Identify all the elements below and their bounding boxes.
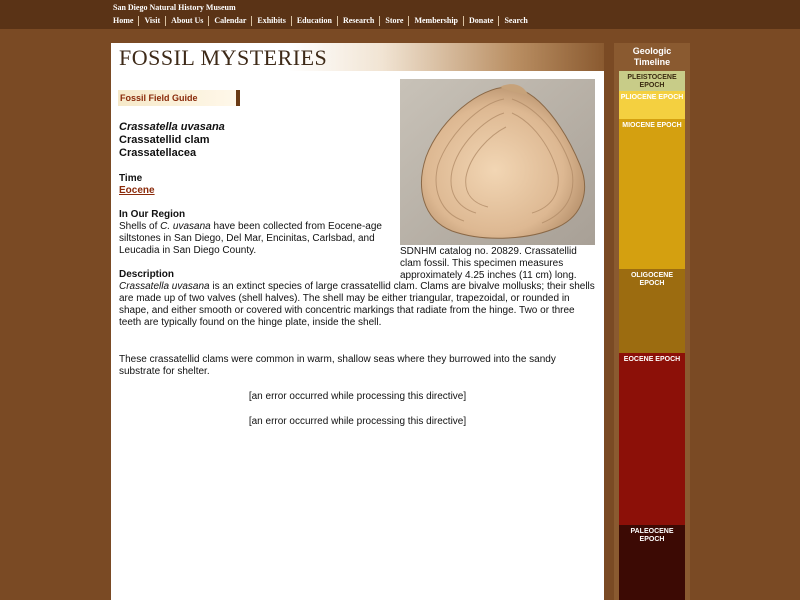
nav-calendar[interactable]: Calendar <box>208 16 251 26</box>
site-header <box>0 0 800 29</box>
fossil-clam-photo <box>400 79 595 245</box>
nav-research[interactable]: Research <box>337 16 379 26</box>
description-heading: Description <box>119 269 175 280</box>
nav-education[interactable]: Education <box>291 16 337 26</box>
epoch-eocene[interactable] <box>619 353 685 525</box>
epoch-label: PALEOCENE EPOCH <box>630 528 674 543</box>
time-heading: Time <box>119 173 143 184</box>
nav-store[interactable]: Store <box>379 16 408 26</box>
content-panel <box>111 43 604 600</box>
epoch-pliocene[interactable] <box>619 91 685 119</box>
nav-visit[interactable]: Visit <box>138 16 165 26</box>
nav-about-us[interactable]: About Us <box>165 16 208 26</box>
region-text-post: have been collected from Eocene-age siltstones in San Diego, Del Mar, Encinitas, Carlsbad, and Leucadia in San Diego County. <box>119 221 382 256</box>
main-nav <box>113 15 533 27</box>
region-species: C. uvasana <box>160 221 211 232</box>
clam-shell-image <box>400 79 595 245</box>
nav-home[interactable]: Home <box>113 16 134 25</box>
nav-donate[interactable]: Donate <box>463 16 498 26</box>
description-text <box>119 281 597 329</box>
common-name: Crassatellid clam <box>119 134 210 146</box>
epoch-pleistocene[interactable] <box>619 71 685 91</box>
region-text-pre: Shells of <box>119 221 161 232</box>
fossil-field-guide-label: Fossil Field Guide <box>120 93 198 103</box>
directive-error: [an error occurred while processing this directive] <box>248 391 467 402</box>
habitat-paragraph: These crassatellid clams were common in warm, shallow seas where they burrowed into the sandy substrate for shelter. <box>119 354 556 377</box>
fossil-mysteries-banner[interactable] <box>111 43 604 71</box>
region-text <box>119 221 391 257</box>
timeline-title: Geologic Timeline <box>632 46 672 67</box>
region-heading: In Our Region <box>119 209 186 220</box>
nav-membership[interactable]: Membership <box>408 16 463 26</box>
nav-search[interactable]: Search <box>498 16 532 26</box>
epoch-paleocene[interactable] <box>619 525 685 600</box>
epoch-label: PLIOCENE EPOCH <box>620 94 684 101</box>
nav-exhibits[interactable]: Exhibits <box>251 16 290 26</box>
museum-name[interactable]: San Diego Natural History Museum <box>113 3 236 12</box>
description-body: is an extinct species of large crassatellid clam. Clams are bivalve mollusks; their shells are made up of two valves (shell halves). The shell may be either triangular, trapezoidal, or rounded in shape, and either smooth or covered with concentric markings that radiate from the hinge. Two or three teeth are typically found on the hinge plate, inside the shell. <box>119 281 595 328</box>
eocene-link[interactable]: Eocene <box>119 185 155 196</box>
directive-error: [an error occurred while processing this directive] <box>248 416 467 427</box>
epoch-oligocene[interactable] <box>619 269 685 353</box>
description-species: Crassatella uvasana <box>119 281 210 292</box>
geologic-timeline <box>614 43 690 600</box>
epoch-label: EOCENE EPOCH <box>623 356 681 363</box>
species-name: Crassatella uvasana <box>119 121 225 133</box>
epoch-label: PLEISTOCENE EPOCH <box>627 74 677 89</box>
epoch-label: MIOCENE EPOCH <box>622 122 682 129</box>
photo-caption: SDNHM catalog no. 20829. Crassatellid clam fossil. This specimen measures approximately 4.25 inches (11 cm) long. <box>400 246 577 281</box>
fossil-field-guide-tab[interactable] <box>118 90 240 106</box>
family-name: Crassatellacea <box>119 147 197 159</box>
banner-title: FOSSIL MYSTERIES <box>119 45 328 70</box>
epoch-miocene[interactable] <box>619 119 685 269</box>
epoch-label: OLIGOCENE EPOCH <box>630 272 673 287</box>
